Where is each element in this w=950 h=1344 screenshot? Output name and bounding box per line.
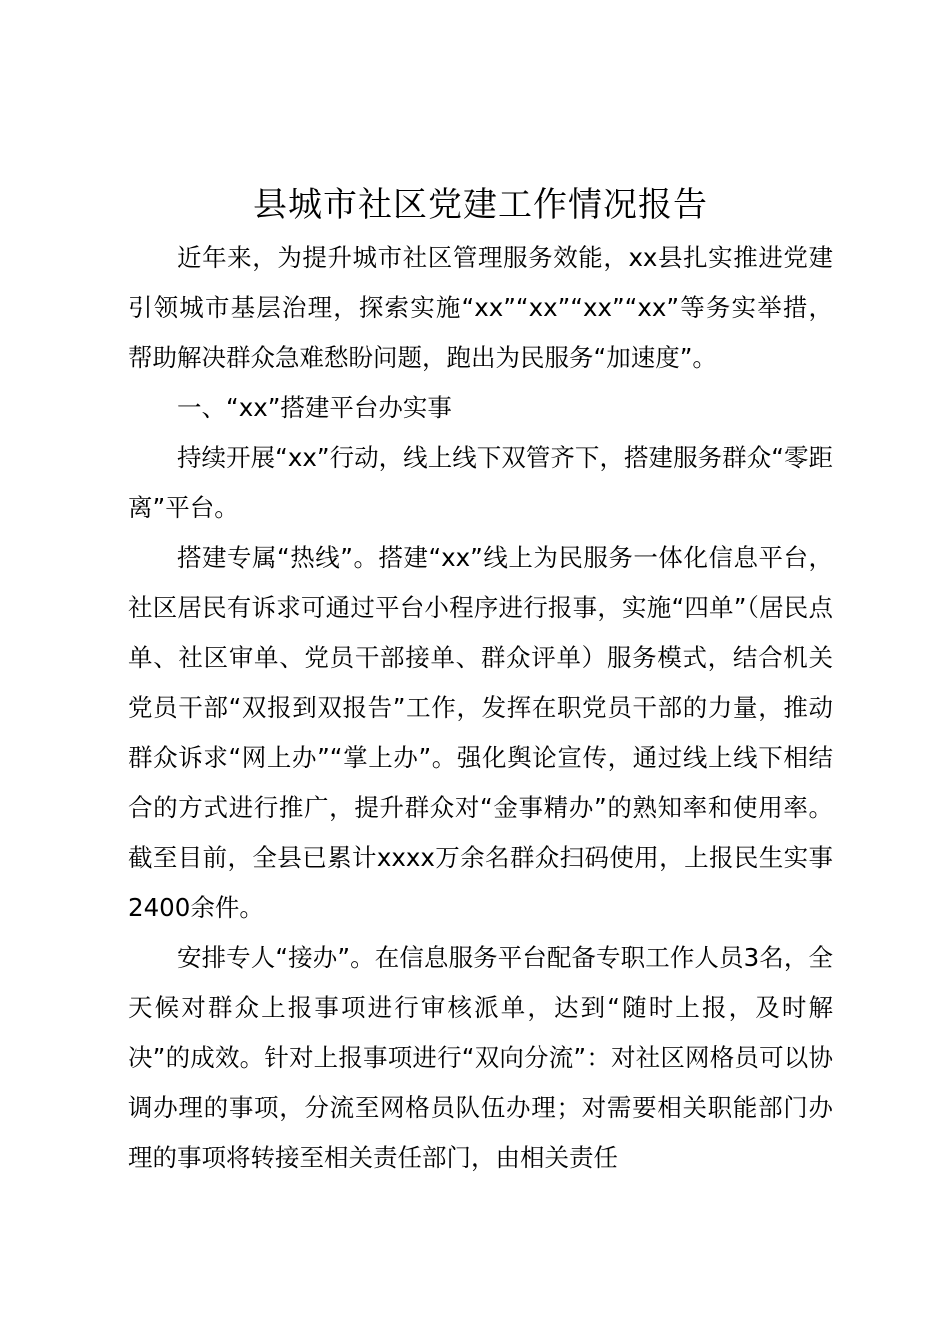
paragraph-hotline: 搭建专属“热线”。搭建“xx”线上为民服务一体化信息平台，社区居民有诉求可通过平台小程序进行报事，实施“四单”（居民点单、社区审单、党员干部接单、群众评单）服务模式，结合机关党员干部“双报到双报告”工作，发挥在职党员干部的力量，推动群众诉求“网上办”“掌上办”。强化舆论宣传，通过线上线下相结合的方式进行推广，提升群众对“金事精办”的熟知率和使用率。截至目前，全县已累计xxxx万余名群众扫码使用，上报民生实事2400余件。 [128,543,833,922]
paragraph-dedicated-staff: 安排专人“接办”。在信息服务平台配备专职工作人员3名，全天候对群众上报事项进行审核派单，达到“随时上报，及时解决”的成效。针对上报事项进行“双向分流”：对社区网格员可以协调办理的事项，分流至网格员队伍办理；对需要相关职能部门办理的事项将转接至相关责任部门，由相关责任 [128,943,833,1172]
paragraph-section-summary: 持续开展“xx”行动，线上线下双管齐下，搭建服务群众“零距离”平台。 [128,443,833,522]
paragraph-intro: 近年来，为提升城市社区管理服务效能，xx县扎实推进党建引领城市基层治理，探索实施“xx”“xx”“xx”“xx”等务实举措，帮助解决群众急难愁盼问题，跑出为民服务“加速度”。 [128,243,833,372]
document-title: 县城市社区党建工作情况报告 [253,185,708,225]
section-heading-1: 一、“xx”搭建平台办实事 [177,393,452,422]
document-body [128,233,833,1183]
